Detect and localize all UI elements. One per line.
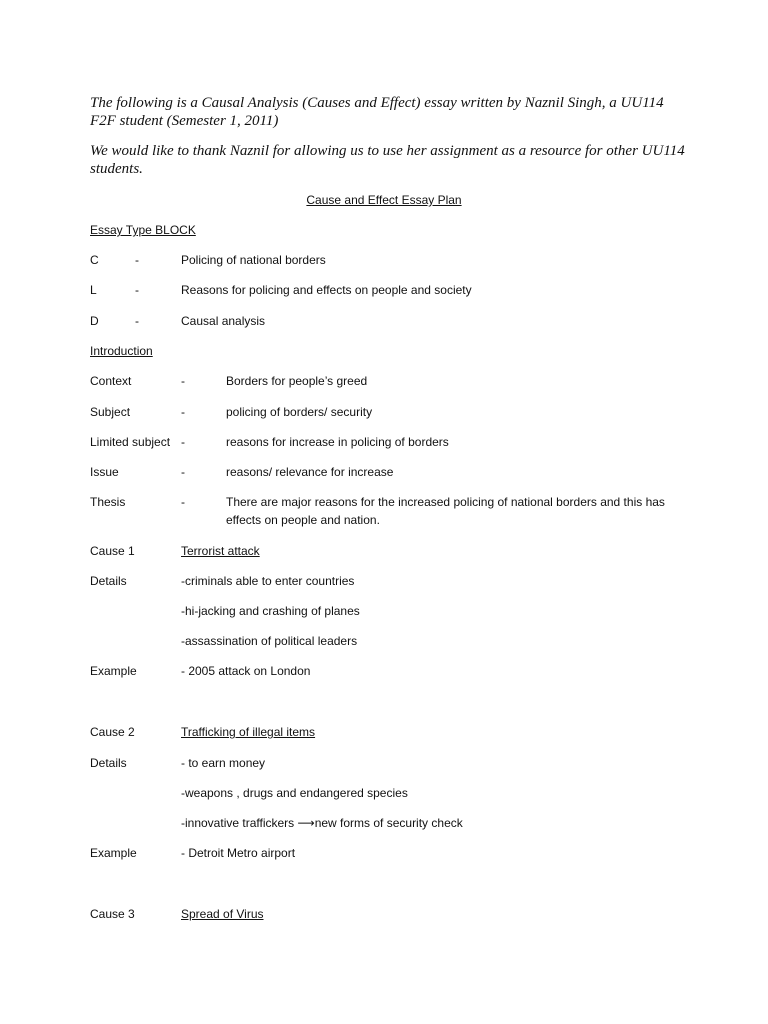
- intro-dash: -: [181, 405, 185, 419]
- cld-dash: -: [135, 283, 139, 297]
- cause-2-example-label: Example: [90, 846, 137, 860]
- cld-value-c: Policing of national borders: [181, 253, 326, 267]
- cause-1-label: Cause 1: [90, 544, 135, 558]
- cause-3-title: Spread of Virus: [181, 907, 264, 921]
- intro-paragraph-2: We would like to thank Naznil for allowing us to use her assignment as a resource for other UU114 students.: [90, 143, 685, 177]
- cause-1-example: - 2005 attack on London: [181, 664, 311, 678]
- cause-2-detail: - to earn money: [181, 756, 266, 770]
- cld-key-c: C: [90, 253, 99, 267]
- cld-dash: -: [135, 314, 139, 328]
- cause-2-details-label: Details: [90, 756, 127, 770]
- intro-value-thesis: There are major reasons for the increased policing of national borders and this has effects on people and nation.: [226, 495, 665, 527]
- cause-1-detail: -hi-jacking and crashing of planes: [181, 604, 360, 618]
- intro-value-subject: policing of borders/ security: [226, 405, 373, 419]
- cause-1-title: Terrorist attack: [181, 544, 260, 558]
- cld-key-l: L: [90, 283, 97, 297]
- cause-2-detail: -innovative traffickers ⟶new forms of security check: [181, 816, 463, 830]
- cause-2-example: - Detroit Metro airport: [181, 846, 296, 860]
- essay-type-heading: Essay Type BLOCK: [90, 223, 196, 237]
- intro-paragraph-1: The following is a Causal Analysis (Causes and Effect) essay written by Naznil Singh, a UU114 F2F student (Semester 1, 2011): [90, 95, 664, 129]
- intro-label-thesis: Thesis: [90, 495, 126, 509]
- cld-dash: -: [135, 253, 139, 267]
- intro-label-subject: Subject: [90, 405, 131, 419]
- intro-value-context: Borders for people’s greed: [226, 374, 368, 388]
- cause-2-label: Cause 2: [90, 725, 135, 739]
- cause-1-detail: -criminals able to enter countries: [181, 574, 355, 588]
- cause-1-details-label: Details: [90, 574, 127, 588]
- cause-2-detail: -weapons , drugs and endangered species: [181, 786, 408, 800]
- cause-1-example-label: Example: [90, 664, 137, 678]
- plan-title: Cause and Effect Essay Plan: [306, 193, 462, 207]
- cause-2-title: Trafficking of illegal items: [181, 725, 316, 739]
- intro-value-limited-subject: reasons for increase in policing of borders: [226, 435, 449, 449]
- cause-1-detail: -assassination of political leaders: [181, 634, 358, 648]
- cld-value-l: Reasons for policing and effects on people and society: [181, 283, 472, 297]
- intro-value-issue: reasons/ relevance for increase: [226, 465, 394, 479]
- cld-key-d: D: [90, 314, 99, 328]
- intro-label-context: Context: [90, 374, 132, 388]
- intro-dash: -: [181, 495, 185, 509]
- cause-3-label: Cause 3: [90, 907, 135, 921]
- intro-label-issue: Issue: [90, 465, 119, 479]
- cld-value-d: Causal analysis: [181, 314, 266, 328]
- introduction-heading: Introduction: [90, 344, 153, 358]
- intro-label-limited-subject: Limited subject: [90, 435, 171, 449]
- intro-dash: -: [181, 465, 185, 479]
- intro-dash: -: [181, 435, 185, 449]
- intro-dash: -: [181, 374, 185, 388]
